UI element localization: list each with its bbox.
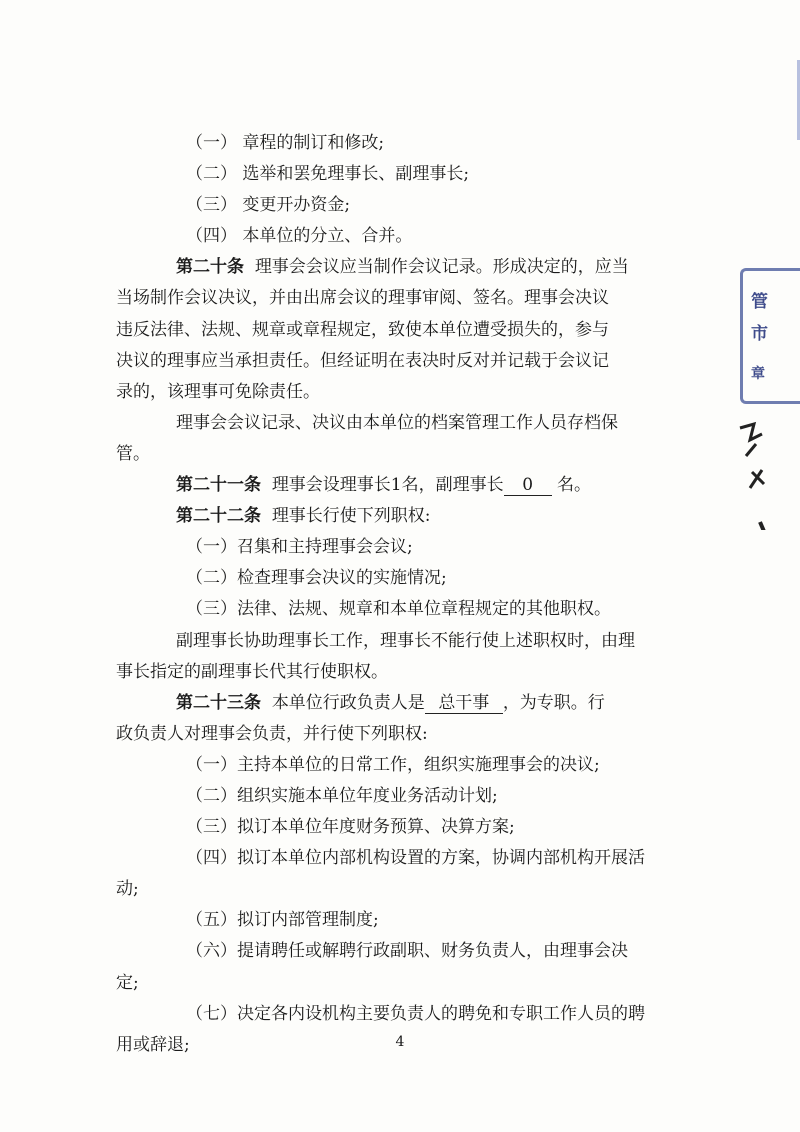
text-line: （二）组织实施本单位年度业务活动计划;: [186, 785, 498, 806]
stamp-text: 章: [751, 366, 765, 382]
article-20-text: 理事会会议应当制作会议记录。形成决定的，应当: [254, 257, 629, 278]
text-line: 定;: [116, 972, 139, 993]
article-21-heading: 第二十一条: [176, 475, 261, 496]
text-line: （二） 选举和罢免理事长、副理事长;: [186, 164, 470, 185]
text-line: 管。: [116, 443, 150, 464]
text-line: （四）拟订本单位内部机构设置的方案，协调内部机构开展活: [186, 848, 645, 869]
article-21-text-b: 名。: [557, 475, 592, 496]
text-line: 副理事长协助理事长工作，理事长不能行使上述职权时，由理: [176, 630, 635, 651]
text-line: 用或辞退;: [116, 1034, 190, 1055]
article-22-line: [176, 501, 676, 532]
signature-mark: [736, 410, 786, 530]
text-line: 当场制作会议决议，并由出席会议的理事审阅、签名。理事会决议: [116, 288, 609, 309]
text-line: （五）拟订内部管理制度;: [186, 910, 379, 931]
text-line: 违反法律、法规、规章或章程规定，致使本单位遭受损失的，参与: [116, 319, 609, 340]
article-22-heading: 第二十二条: [176, 506, 261, 527]
text-line: 政负责人对理事会负责，并行使下列职权:: [116, 723, 428, 744]
text-line: 事长指定的副理事长代其行使职权。: [116, 661, 388, 682]
article-22-text: 理事长行使下列职权:: [271, 506, 431, 527]
page-number: 4: [395, 1034, 405, 1050]
stamp-text: 市: [751, 324, 768, 344]
article-21-text-a: 理事会设理事长1名，副理事长: [271, 475, 504, 496]
article-23-text-b: ，为专职。行: [502, 692, 605, 713]
executive-title-field: 总干事: [425, 693, 503, 714]
text-line: （一）召集和主持理事会会议;: [186, 537, 413, 558]
text-line: 决议的理事应当承担责任。但经证明在表决时反对并记载于会议记: [116, 350, 609, 371]
text-line: 动;: [116, 879, 139, 900]
text-line: （三）拟订本单位年度财务预算、决算方案;: [186, 817, 515, 838]
text-line: （二）检查理事会决议的实施情况;: [186, 568, 447, 589]
article-20-line: [176, 252, 676, 283]
official-stamp-fragment: [740, 268, 800, 404]
article-20-heading: 第二十条: [176, 257, 244, 278]
text-line: （六）提请聘任或解聘行政副职、财务负责人，由理事会决: [186, 941, 628, 962]
text-line: （三）法律、法规、规章和本单位章程规定的其他职权。: [186, 599, 611, 620]
text-line: 录的，该理事可免除责任。: [116, 381, 320, 402]
document-body: [116, 128, 676, 1061]
article-23-heading: 第二十三条: [176, 692, 261, 713]
article-23-text-a: 本单位行政负责人是: [271, 692, 425, 713]
text-line: （一）主持本单位的日常工作，组织实施理事会的决议;: [186, 754, 600, 775]
vice-chair-count-field: 0: [504, 475, 552, 496]
text-line: （七）决定各内设机构主要负责人的聘免和专职工作人员的聘: [186, 1003, 645, 1024]
stamp-text: 管: [751, 292, 768, 312]
text-line: 理事会会议记录、决议由本单位的档案管理工作人员存档保: [176, 412, 618, 433]
text-line: （四） 本单位的分立、合并。: [186, 226, 413, 247]
article-21-line: [176, 470, 676, 501]
text-line: （一） 章程的制订和修改;: [186, 133, 385, 153]
text-line: （三） 变更开办资金;: [186, 195, 351, 216]
article-23-line: [176, 688, 676, 719]
